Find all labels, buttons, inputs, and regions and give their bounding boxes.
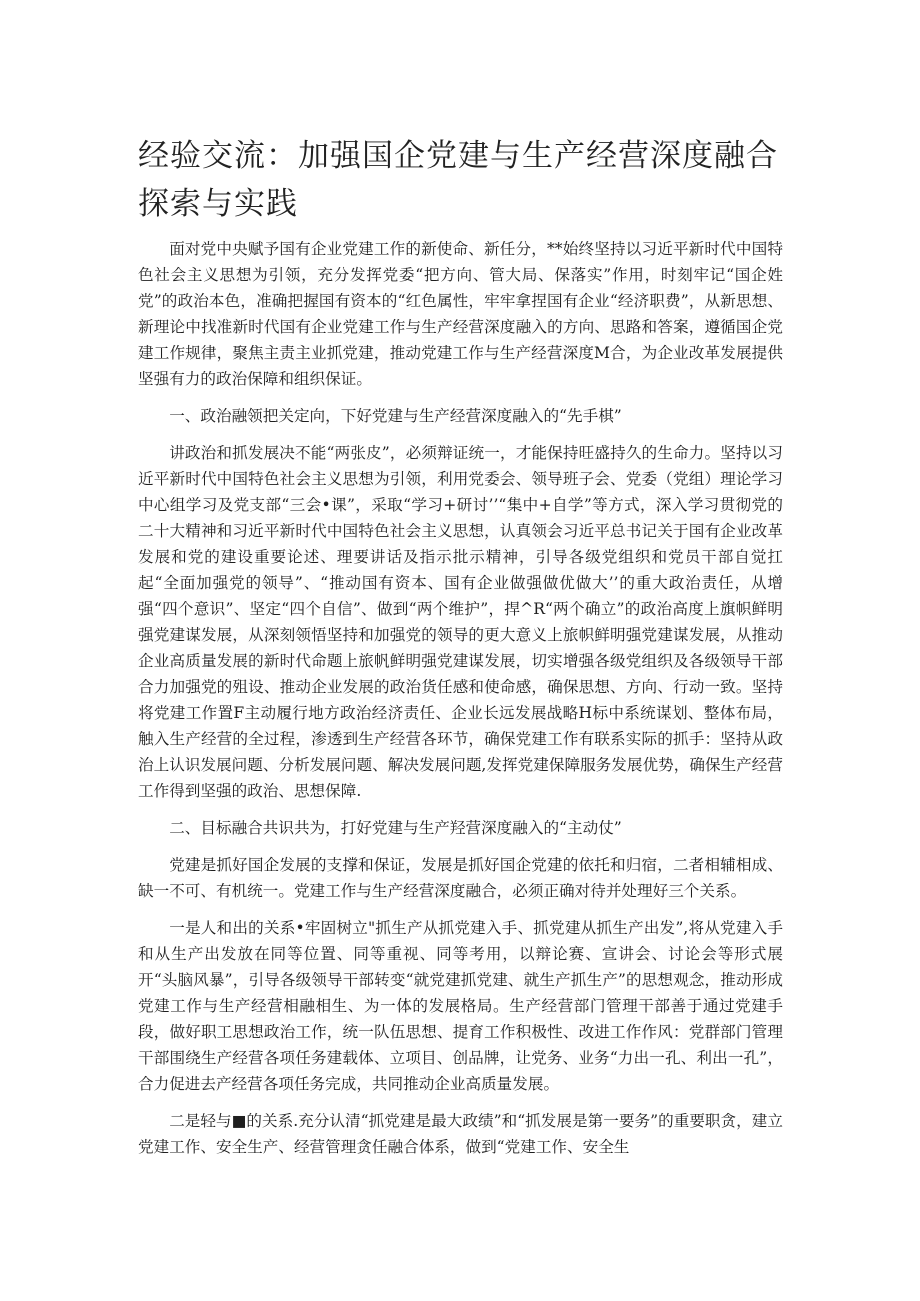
section-2-paragraph-1: 党建是抓好国企发展的支撑和保证，发展是抓好国企党建的依托和归宿，二者相辅相成、缺一不可、有机统一。党建工作与生产经营深度融合，必须正确对待并处理好三个关系。 xyxy=(138,856,783,900)
section-2-paragraph-2: 一是人和出的关系•牢固树立"抓生产从抓党建入手、抓党建从抓生产出发”,将从党建入手和从生产出发放在同等位置、同等重视、同等考用，以辩论赛、宣讲会、讨论会等形式展开“头脑风暴”，引导各级领导干部转变“就党建抓党建、就生产抓生产”的思想观念，推动形成党建工作与生产经营相融相生、为一体的发展格局。生产经营部门管理干部善于通过党建手段，做好职工思想政治工作，统一队伍思想、提育工作积极性、改进工作作风：党群部门管理干部围绕生产经营各项任务建载体、立项目、创品牌，让党务、业务“力出一孔、利出一孔”，合力促进去产经营各项任务完成，共同推动企业高质量发展。 xyxy=(138,919,783,1093)
section-1-paragraph: 讲政治和抓发展决不能“两张皮”，必须辩证统一，才能保持旺盛持久的生命力。坚持以习近平新时代中国特色社会主义思想为引领，利用党委会、领导班子会、党委（党组）理论学习中心组学习及党支部“三会•课”，采取“学习+研讨’’“集中+自学”等方式，深入学习贯彻党的二十大精神和习近平新时代中国特色社会主义思想，认真领会习近平总书记关于国有企业改革发展和党的建设重要论述、理要讲话及指示批示精神，引导各级党组织和党员干部自觉扛起“全面加强党的领导”、“推动国有资本、国有企业做强做优做大’’的重大政治责任，从增强“四个意识”、坚定“四个自信”、做到“两个维护”，捍^R“两个确立”的政治高度上旗帜鲜明强党建谋发展，从深刻领悟坚持和加强党的领导的更大意义上旅帜鲜明强党建谋发展，从推动企业高质量发展的新时代命题上旅帆鲜明强党建谋发展，切实增强各级党组织及各级领导干部合力加强党的殂设、推动企业发展的政治货任感和使命感，确保思想、方向、行动一致。坚持将党建工作置F主动履行地方政治经济责任、企业长远发展战略H标中系统谋划、整体布局，触入生产经营的全过程，渗透到生产经营各环节，确保党建工作有联系实际的抓手：坚持从政治上认识发展问题、分析发展问题、解决发展问题,发挥党建保障服务发展优势，确保生产经营工作得到坚强的政治、思想保障. xyxy=(138,444,783,800)
intro-paragraph: 面对党中央赋予国有企业党建工作的新使命、新任分，**始终坚持以习近平新时代中国特色社会主义思想为引领，充分发挥党委“把方向、管大局、保落实”作用，时刻牢记“国企姓党”的政治本色，准确把握国有资本的“红色属性，牢牢拿捏国有企业“经济职费”，从新思想、新理论中找准新时代国有企业党建工作与生产经营深度融入的方向、思路和答案，遵循国企党建工作规律，聚焦主责主业抓党建，推动党建工作与生产经营深度M合，为企业改革发展提供坚强有力的政治保障和组织保证。 xyxy=(138,240,783,388)
document-body xyxy=(138,236,783,1171)
section-heading-1: 一、政治融领把关定向，下好党建与生产经营深度融入的“先手棋” xyxy=(169,407,622,425)
section-heading-2: 二、目标融合共识共为，打好党建与生产羟营深度融入的“主动仗” xyxy=(169,819,622,837)
section-2-paragraph-3: 二是轻与■的关系.充分认清“抓党建是最大政绩”和“抓发展是第一要务”的重要职贪，建立党建工作、安全生产、经营管理贪任融合体系，做到“党建工作、安全生 xyxy=(138,1112,783,1156)
document-title: 经验交流：加强国企党建与生产经营深度融合探索与实践 xyxy=(138,138,778,222)
